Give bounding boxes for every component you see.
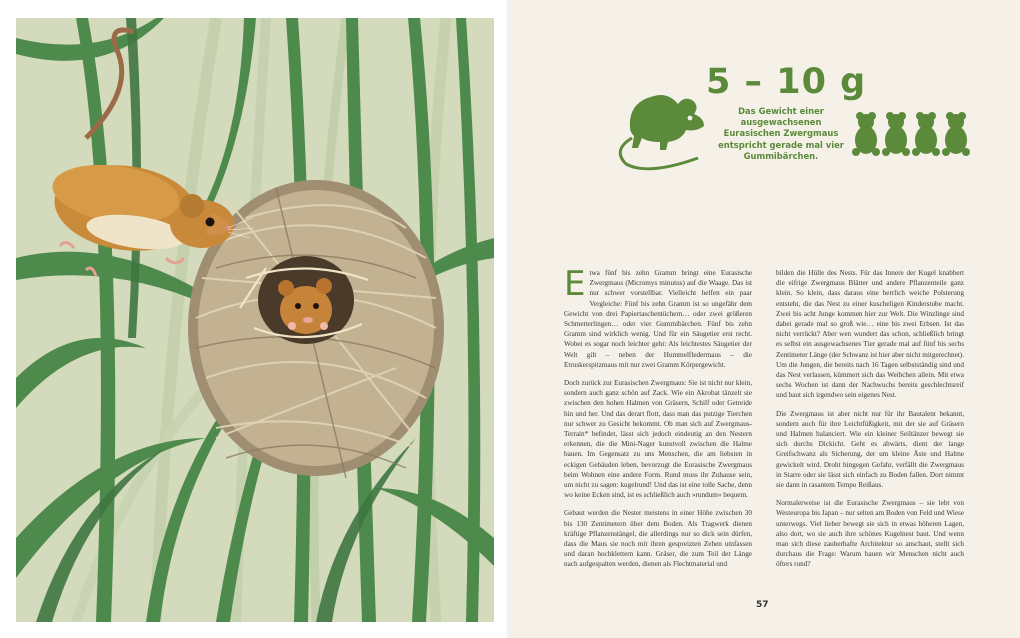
gummy-bear-icon [852,112,880,156]
paragraph [564,264,752,370]
text-column-2 [776,268,964,578]
page-number: 57 [756,600,769,610]
dropcap: E [564,264,586,304]
fact-caption: Das Gewicht einer ausgewachsenen Eurasischen Zwergmaus entspricht gerade mal vier Gummibärchen. [718,106,844,161]
paragraph: bilden die Hülle des Nests. Für das Innere der Kugel knabbert die eifrige Zwergmaus Blätter und andere Pflanzenteile ganz klein. So klein, dass daraus eine herrlich weiche Polsterung entsteht, die das Nest zu einer kuscheligen Kinderstube macht. Zwei bis acht Junge kommen hier zur Welt. Die Winzlinge sind dabei gerade mal so groß wie… eine bis zwei Erbsen. Ist das nicht verrückt? Aber wen wundert das schon, schließlich bringt es selbst ein ausgewachsenes Tier gerade mal auf fünf bis sechs Zentimeter Länge (der Schwanz ist hier aber nicht mitgerechnet). Um die Jungen, die bereits nach 16 Tagen selbstständig sind und das Nest verlassen, kümmert sich das Weibchen allein. Mit etwa sechs Wochen ist dann der Nachwuchs bereits geschlechtsreif und baut sich irgendwo sein eigenes Nest. [776,269,964,400]
gummy-bear-icon [912,112,940,156]
mouse-silhouette-icon [608,72,716,172]
paragraph: Doch zurück zur Eurasischen Zwergmaus: Sie ist nicht nur klein, sondern auch ganz schön auf Zack. Wie ein Akrobat tänzelt sie zwischen den hohen Halmen von Gräsern, Schilf oder Getreide hin und her. Und das derart flott, dass man das putzige Tierchen nur schwer zu Gesicht bekommt. Ob man sich auf Zwergmaus-Terrain* befindet, lässt sich jedoch eindeutig an den Nestern erkennen, die die Mini-Nager kunstvoll zwischen die Halme bauen. Im Gegensatz zu uns Menschen, die am liebsten in eckigen Gebäuden leben, bevorzugt die Eurasische Zwergmaus beim Wohnen eine andere Form. Rund muss ihr Zuhause sein, um nicht zu sagen: kugelrund! Und das ist eine tolle Sache, denn wo keine Ecken sind, ist es schließlich auch »rundum« bequem. [564,379,752,500]
right-page [510,0,1020,638]
gummy-bears [850,106,972,158]
paragraph: Die Zwergmaus ist aber nicht nur für ihr Bautalent bekannt, sondern auch für ihre Leichtfüßigkeit, mit der sie auf Gräsern und Halmen balanciert. Wie ein kleiner Seiltänzer bewegt sie sich durchs Dickicht. Geht es abwärts, dient der lange Greifschwanz als Sicherung, der um kleine Äste und Halme gewickelt wird. Droht hingegen Gefahr, verfällt die Zwergmaus in Starre oder sie lässt sich einfach zu Boden fallen. Dort nimmt sie dann in rasantem Tempo Reißaus. [776,409,964,490]
paragraph: Normalerweise ist die Eurasische Zwergmaus – sie lebt von Westeuropa bis Japan – nur selten am Boden von Feld und Wiese unterwegs. Viel lieber bewegt sie sich in etwas höheren Lagen, also dort, wo sie auch ihre schönes Kugelnest baut. Und wenn man sich diese zauberhafte Architektur so anschaut, stellt sich durchaus die Frage: Warum bauen wir Menschen nicht auch öfters rund? [776,499,964,569]
paragraph: Gebaut werden die Nester meistens in einer Höhe zwischen 30 bis 130 Zentimetern über dem Boden. Als Tragwerk dienen kräftige Pflanzenstängel, die allerdings nur so dick sein dürfen, dass die Maus sie noch mit ihren gespreizten Zehen umfassen und daran hochklettern kann. Gräser, die zum Teil der Länge nach aufgespalten werden, dienen als Flechtmaterial und [564,509,752,569]
illustration [16,18,494,622]
fact-box [608,58,988,178]
gummy-bear-icon [942,112,970,156]
paragraph-text: twa fünf bis zehn Gramm bringt eine Eurasische Zwergmaus (Micromys minutus) auf die Waage. Das ist nur schwer vorstellbar. Vielleicht helfen ein paar Vergleiche: Fünf bis zehn Gramm ist so ungefähr dem Gewicht von drei Papiertaschentüchern… oder zwei größeren Schmetterlingen… oder vier Gummibärchen. Fünf bis zehn Gramm sind wirklich wenig. Und für ein Säugetier erst recht. Wobei es sogar noch leichter geht: Als leichtestes Säugetier der Welt gilt – neben der Hummelfledermaus – die Etruskerspitzmaus mit nur zwei Gramm Körpergewicht. [564,269,752,369]
gummy-bear-icon [882,112,910,156]
text-column-1 [564,264,752,578]
fact-weight: 5 – 10 g [706,62,867,102]
harvest-mouse-illustration [16,18,494,622]
